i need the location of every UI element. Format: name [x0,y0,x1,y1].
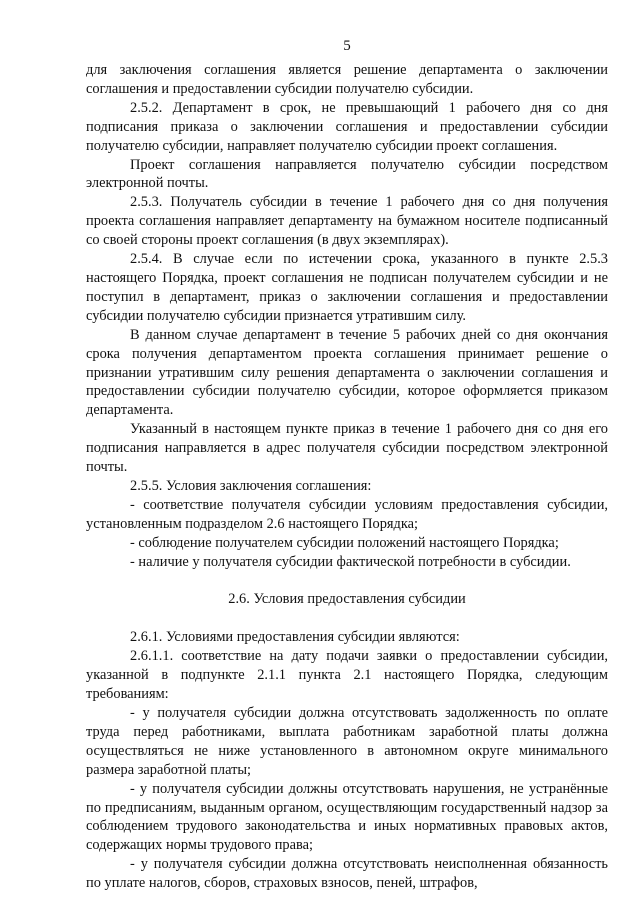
paragraph: - наличие у получателя субсидии фактической потребности в субсидии. [130,553,571,570]
paragraph: 2.6.1. Условиями предоставления субсидии являются: [130,629,460,646]
paragraph: - у получателя субсидии должна отсутствовать неисполненная обязанность по уплате налогов, сборов, страховых взносов, пеней, штрафов, [86,856,608,892]
paragraph: В данном случае департамент в течение 5 рабочих дней со дня окончания срока получения департаментом проекта соглашения принимает решение о признании утратившим силу решения департамента о заключении соглашения и предоставлении субсидии получателю субсидии, которое оформляется приказом департамента. [86,326,608,419]
paragraph: Проект соглашения направляется получателю субсидии посредством электронной почты. [86,156,608,192]
body-text-before-heading [86,61,608,571]
paragraph: 2.5.3. Получатель субсидии в течение 1 рабочего дня со дня получения проекта соглашения направляет департаменту на бумажном носителе подписанный со своей стороны проект соглашения (в двух экземплярах). [86,194,608,249]
paragraph: - соблюдение получателем субсидии положений настоящего Порядка; [130,534,559,551]
page-number: 5 [343,38,351,54]
paragraph: 2.5.2. Департамент в срок, не превышающий 1 рабочего дня со дня подписания приказа о заключении соглашения и предоставлении субсидии получателю субсидии, направляет получателю субсидии проект соглашения. [86,99,608,154]
body-text-after-heading [86,628,608,893]
paragraph: - у получателя субсидии должны отсутствовать нарушения, не устранённые по предписаниям, выданным органом, осуществляющим государственный надзор за соблюдением трудового законодательства и иных нормативных правовых актов, содержащих нормы трудового права; [86,780,608,854]
paragraph: - соответствие получателя субсидии условиям предоставления субсидии, установленным подразделом 2.6 настоящего Порядка; [86,496,608,532]
section-heading: 2.6. Условия предоставления субсидии [228,591,466,608]
paragraph: 2.5.4. В случае если по истечении срока, указанного в пункте 2.5.3 настоящего Порядка, проект соглашения не подписан получателем субсидии и не поступил в департамент, приказ о заключении соглашения и предоставлении субсидии получателю субсидии признается утратившим силу. [86,251,608,324]
paragraph: 2.5.5. Условия заключения соглашения: [130,477,372,494]
paragraph: для заключения соглашения является решение департамента о заключении соглашения и предоставлении субсидии получателю субсидии. [86,62,608,97]
paragraph: - у получателя субсидии должна отсутствовать задолженность по оплате труда перед работниками, выплата работникам заработной платы должна осуществляться не ниже установленного в автономном округе минимального размера заработной платы; [86,705,608,778]
paragraph: Указанный в настоящем пункте приказ в течение 1 рабочего дня со дня его подписания направляется в адрес получателя субсидии посредством электронной почты. [86,421,608,476]
paragraph: 2.6.1.1. соответствие на дату подачи заявки о предоставлении субсидии, указанной в подпункте 2.1.1 пункта 2.1 настоящего Порядка, следующим требованиям: [86,648,608,703]
